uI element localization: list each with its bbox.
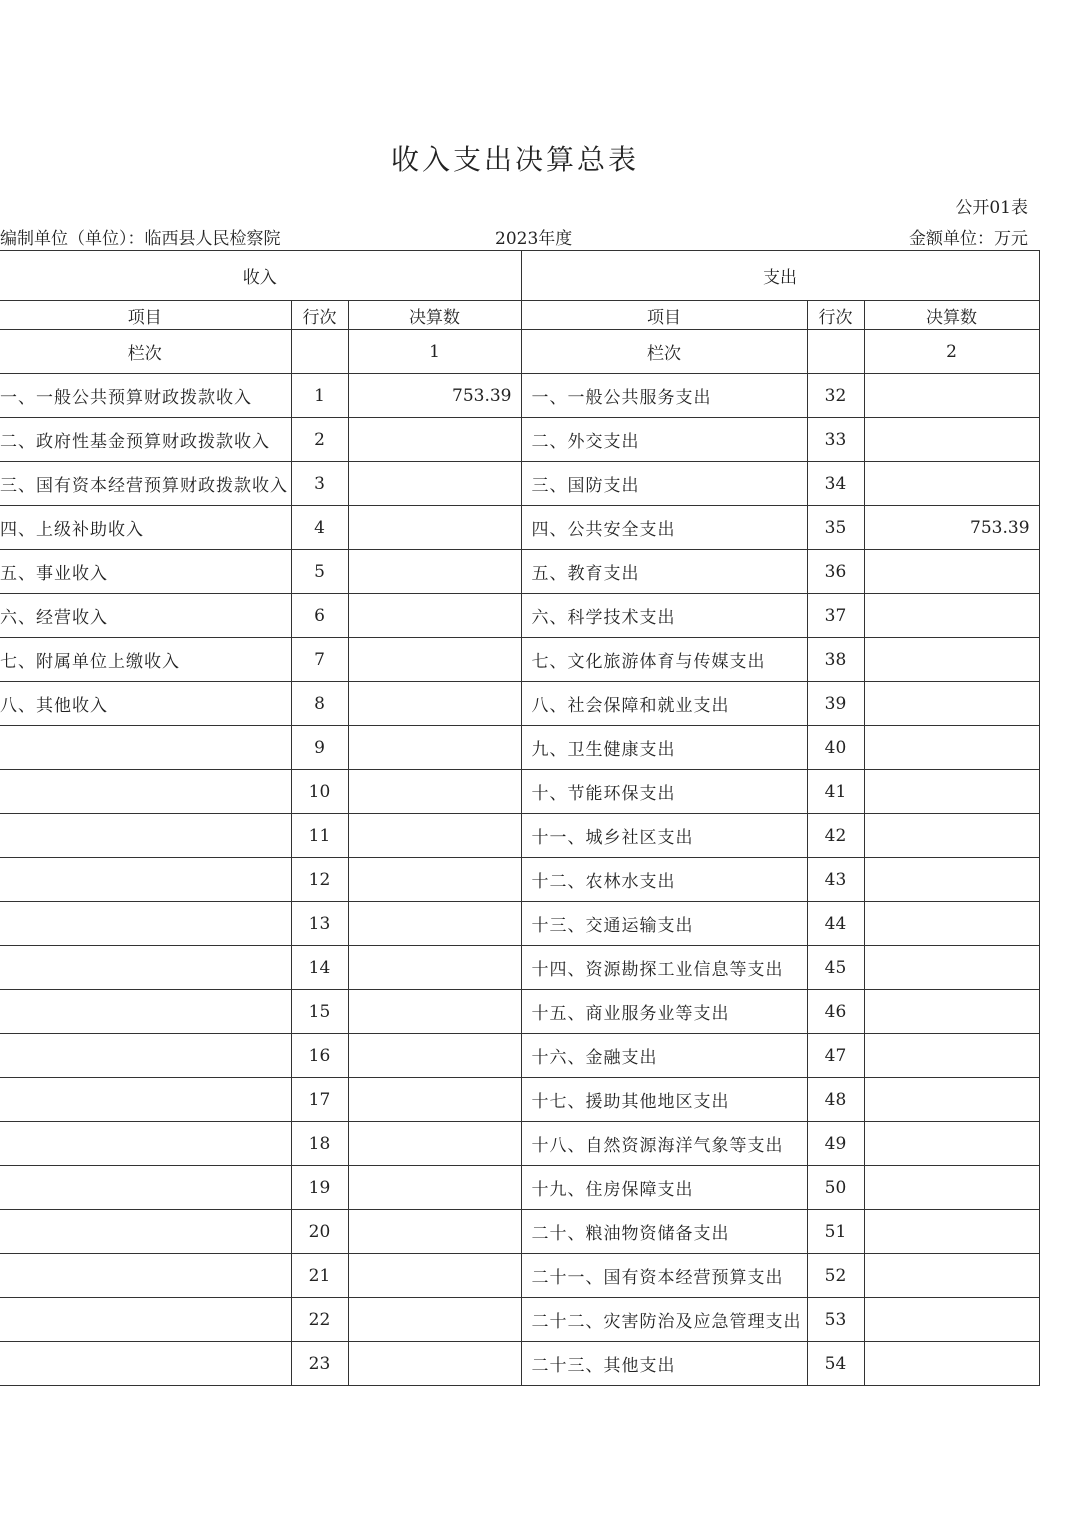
- income-amount-cell: [348, 1122, 521, 1166]
- income-row-no-cell: 13: [291, 902, 348, 946]
- expense-item-cell: 十、节能环保支出: [521, 770, 807, 814]
- income-row-no-cell: 16: [291, 1034, 348, 1078]
- expense-item-cell: 十七、援助其他地区支出: [521, 1078, 807, 1122]
- expense-item-cell: 九、卫生健康支出: [521, 726, 807, 770]
- income-amount-cell: [348, 1166, 521, 1210]
- income-item-cell: 三、国有资本经营预算财政拨款收入: [0, 462, 291, 506]
- table-row: [0, 418, 1039, 462]
- income-row-no-cell: 23: [291, 1342, 348, 1386]
- expense-amount-cell: [864, 1034, 1039, 1078]
- expense-item-cell: 七、文化旅游体育与传媒支出: [521, 638, 807, 682]
- table-row: [0, 1122, 1039, 1166]
- expense-item-cell: 三、国防支出: [521, 462, 807, 506]
- income-item-cell: 二、政府性基金预算财政拨款收入: [0, 418, 291, 462]
- expense-row-no-cell: 32: [807, 374, 864, 418]
- table-row: [0, 594, 1039, 638]
- income-amount-cell: [348, 858, 521, 902]
- expense-row-no-header: 行次: [807, 301, 864, 330]
- fiscal-year: 2023年度: [495, 229, 573, 249]
- income-amount-cell: [348, 462, 521, 506]
- income-amount-cell: [348, 1078, 521, 1122]
- income-amount-cell: [348, 638, 521, 682]
- income-item-cell: [0, 770, 291, 814]
- table-row: [0, 506, 1039, 550]
- expense-row-no-cell: 44: [807, 902, 864, 946]
- expense-amount-cell: [864, 462, 1039, 506]
- table-row: [0, 638, 1039, 682]
- expense-item-cell: 十二、农林水支出: [521, 858, 807, 902]
- income-amount-cell: [348, 594, 521, 638]
- expense-row-no-cell: 53: [807, 1298, 864, 1342]
- table-row: [0, 1078, 1039, 1122]
- income-row-no-cell: 15: [291, 990, 348, 1034]
- table-row: [0, 1342, 1039, 1386]
- income-item-cell: [0, 1298, 291, 1342]
- expense-item-cell: 六、科学技术支出: [521, 594, 807, 638]
- income-row-no-cell: 18: [291, 1122, 348, 1166]
- income-amount-cell: [348, 770, 521, 814]
- income-item-cell: 六、经营收入: [0, 594, 291, 638]
- expense-amount-cell: [864, 770, 1039, 814]
- expense-item-cell: 十八、自然资源海洋气象等支出: [521, 1122, 807, 1166]
- expense-amount-cell: [864, 638, 1039, 682]
- expense-row-no-cell: 36: [807, 550, 864, 594]
- expense-row-no-cell: 45: [807, 946, 864, 990]
- expense-row-no-cell: 48: [807, 1078, 864, 1122]
- expense-row-no-cell: 33: [807, 418, 864, 462]
- table-row: [0, 1034, 1039, 1078]
- expense-row-no-cell: 40: [807, 726, 864, 770]
- income-row-no-cell: 11: [291, 814, 348, 858]
- income-row-no-cell: 4: [291, 506, 348, 550]
- income-item-cell: 七、附属单位上缴收入: [0, 638, 291, 682]
- expense-row-no-cell: 43: [807, 858, 864, 902]
- expense-item-cell: 二十三、其他支出: [521, 1342, 807, 1386]
- table-row: [0, 858, 1039, 902]
- expense-row-no-cell: 47: [807, 1034, 864, 1078]
- expense-row-no-cell: 42: [807, 814, 864, 858]
- income-item-cell: 五、事业收入: [0, 550, 291, 594]
- expense-item-cell: 二十、粮油物资储备支出: [521, 1210, 807, 1254]
- table-row: [0, 1210, 1039, 1254]
- income-amount-cell: [348, 1342, 521, 1386]
- income-row-no-cell: 19: [291, 1166, 348, 1210]
- expense-amount-cell: [864, 858, 1039, 902]
- expense-amount-header: 决算数: [864, 301, 1039, 330]
- expense-amount-cell: [864, 1342, 1039, 1386]
- table-row: [0, 550, 1039, 594]
- income-item-cell: [0, 990, 291, 1034]
- table-row: [0, 902, 1039, 946]
- table-row: [0, 1254, 1039, 1298]
- income-amount-cell: [348, 902, 521, 946]
- income-amount-cell: [348, 990, 521, 1034]
- expense-amount-cell: [864, 1298, 1039, 1342]
- expense-item-cell: 十四、资源勘探工业信息等支出: [521, 946, 807, 990]
- income-amount-cell: [348, 1254, 521, 1298]
- income-amount-header: 决算数: [348, 301, 521, 330]
- page-title: 收入支出决算总表: [390, 143, 639, 176]
- meta-row: [0, 224, 1030, 248]
- table-row: [0, 1166, 1039, 1210]
- income-item-cell: [0, 1078, 291, 1122]
- table-row: [0, 682, 1039, 726]
- expense-amount-cell: [864, 374, 1039, 418]
- expense-amount-cell: [864, 1078, 1039, 1122]
- reporting-unit: 编制单位（单位）：临西县人民检察院: [0, 229, 281, 249]
- income-amount-cell: [348, 814, 521, 858]
- expense-amount-cell: [864, 1210, 1039, 1254]
- expense-section-header: 支出: [521, 251, 1039, 301]
- income-item-cell: [0, 902, 291, 946]
- income-column-index-blank: [291, 330, 348, 374]
- expense-item-cell: 一、一般公共服务支出: [521, 374, 807, 418]
- income-item-cell: 一、一般公共预算财政拨款收入: [0, 374, 291, 418]
- expense-amount-cell: [864, 1122, 1039, 1166]
- table-row: [0, 374, 1039, 418]
- expense-amount-cell: [864, 682, 1039, 726]
- income-section-header: 收入: [0, 251, 521, 301]
- table-row: [0, 990, 1039, 1034]
- income-item-cell: [0, 1254, 291, 1298]
- column-index-row: [0, 330, 1039, 374]
- income-item-cell: [0, 858, 291, 902]
- section-header-row: [0, 251, 1039, 301]
- table-row: [0, 726, 1039, 770]
- income-item-cell: [0, 1034, 291, 1078]
- expense-row-no-cell: 50: [807, 1166, 864, 1210]
- expense-amount-cell: [864, 946, 1039, 990]
- expense-item-cell: 十五、商业服务业等支出: [521, 990, 807, 1034]
- expense-row-no-cell: 49: [807, 1122, 864, 1166]
- expense-item-header: 项目: [521, 301, 807, 330]
- expense-row-no-cell: 52: [807, 1254, 864, 1298]
- expense-item-cell: 十三、交通运输支出: [521, 902, 807, 946]
- income-item-cell: [0, 1210, 291, 1254]
- expense-amount-cell: [864, 1166, 1039, 1210]
- expense-row-no-cell: 35: [807, 506, 864, 550]
- income-row-no-cell: 22: [291, 1298, 348, 1342]
- expense-item-cell: 四、公共安全支出: [521, 506, 807, 550]
- income-amount-cell: [348, 726, 521, 770]
- expense-amount-cell: [864, 990, 1039, 1034]
- income-row-no-cell: 14: [291, 946, 348, 990]
- expense-column-label: 栏次: [521, 330, 807, 374]
- expense-row-no-cell: 34: [807, 462, 864, 506]
- expense-amount-cell: 753.39: [864, 506, 1039, 550]
- income-amount-cell: [348, 946, 521, 990]
- expense-row-no-cell: 54: [807, 1342, 864, 1386]
- expense-amount-cell: [864, 418, 1039, 462]
- income-amount-cell: [348, 550, 521, 594]
- expense-item-cell: 二、外交支出: [521, 418, 807, 462]
- expense-amount-cell: [864, 902, 1039, 946]
- expense-row-no-cell: 46: [807, 990, 864, 1034]
- income-row-no-header: 行次: [291, 301, 348, 330]
- table-row: [0, 814, 1039, 858]
- income-row-no-cell: 12: [291, 858, 348, 902]
- income-item-cell: [0, 946, 291, 990]
- income-row-no-cell: 8: [291, 682, 348, 726]
- income-expense-table: [0, 250, 1040, 1386]
- income-row-no-cell: 1: [291, 374, 348, 418]
- expense-item-cell: 十六、金融支出: [521, 1034, 807, 1078]
- table-row: [0, 1298, 1039, 1342]
- income-amount-cell: [348, 1298, 521, 1342]
- expense-amount-cell: [864, 1254, 1039, 1298]
- table-row: [0, 946, 1039, 990]
- expense-column-index: 2: [864, 330, 1039, 374]
- income-column-label: 栏次: [0, 330, 291, 374]
- expense-amount-cell: [864, 814, 1039, 858]
- expense-row-no-cell: 37: [807, 594, 864, 638]
- income-row-no-cell: 6: [291, 594, 348, 638]
- income-amount-cell: [348, 418, 521, 462]
- income-item-cell: 四、上级补助收入: [0, 506, 291, 550]
- income-row-no-cell: 20: [291, 1210, 348, 1254]
- expense-column-index-blank: [807, 330, 864, 374]
- income-row-no-cell: 5: [291, 550, 348, 594]
- income-amount-cell: 753.39: [348, 374, 521, 418]
- income-item-cell: 八、其他收入: [0, 682, 291, 726]
- expense-item-cell: 五、教育支出: [521, 550, 807, 594]
- income-amount-cell: [348, 682, 521, 726]
- income-row-no-cell: 7: [291, 638, 348, 682]
- income-item-cell: [0, 814, 291, 858]
- expense-item-cell: 二十二、灾害防治及应急管理支出: [521, 1298, 807, 1342]
- amount-unit: 金额单位：万元: [909, 229, 1028, 249]
- expense-amount-cell: [864, 726, 1039, 770]
- column-header-row: [0, 301, 1039, 330]
- expense-row-no-cell: 41: [807, 770, 864, 814]
- expense-item-cell: 二十一、国有资本经营预算支出: [521, 1254, 807, 1298]
- table-row: [0, 770, 1039, 814]
- income-row-no-cell: 10: [291, 770, 348, 814]
- income-row-no-cell: 3: [291, 462, 348, 506]
- form-number: 公开01表: [955, 198, 1028, 218]
- income-amount-cell: [348, 1034, 521, 1078]
- income-item-header: 项目: [0, 301, 291, 330]
- income-column-index: 1: [348, 330, 521, 374]
- expense-item-cell: 八、社会保障和就业支出: [521, 682, 807, 726]
- expense-item-cell: 十九、住房保障支出: [521, 1166, 807, 1210]
- income-item-cell: [0, 1122, 291, 1166]
- income-amount-cell: [348, 1210, 521, 1254]
- income-row-no-cell: 2: [291, 418, 348, 462]
- expense-amount-cell: [864, 550, 1039, 594]
- income-item-cell: [0, 726, 291, 770]
- income-amount-cell: [348, 506, 521, 550]
- income-item-cell: [0, 1166, 291, 1210]
- income-item-cell: [0, 1342, 291, 1386]
- income-row-no-cell: 21: [291, 1254, 348, 1298]
- income-row-no-cell: 9: [291, 726, 348, 770]
- income-row-no-cell: 17: [291, 1078, 348, 1122]
- expense-item-cell: 十一、城乡社区支出: [521, 814, 807, 858]
- expense-amount-cell: [864, 594, 1039, 638]
- expense-row-no-cell: 38: [807, 638, 864, 682]
- expense-row-no-cell: 39: [807, 682, 864, 726]
- table-row: [0, 462, 1039, 506]
- expense-row-no-cell: 51: [807, 1210, 864, 1254]
